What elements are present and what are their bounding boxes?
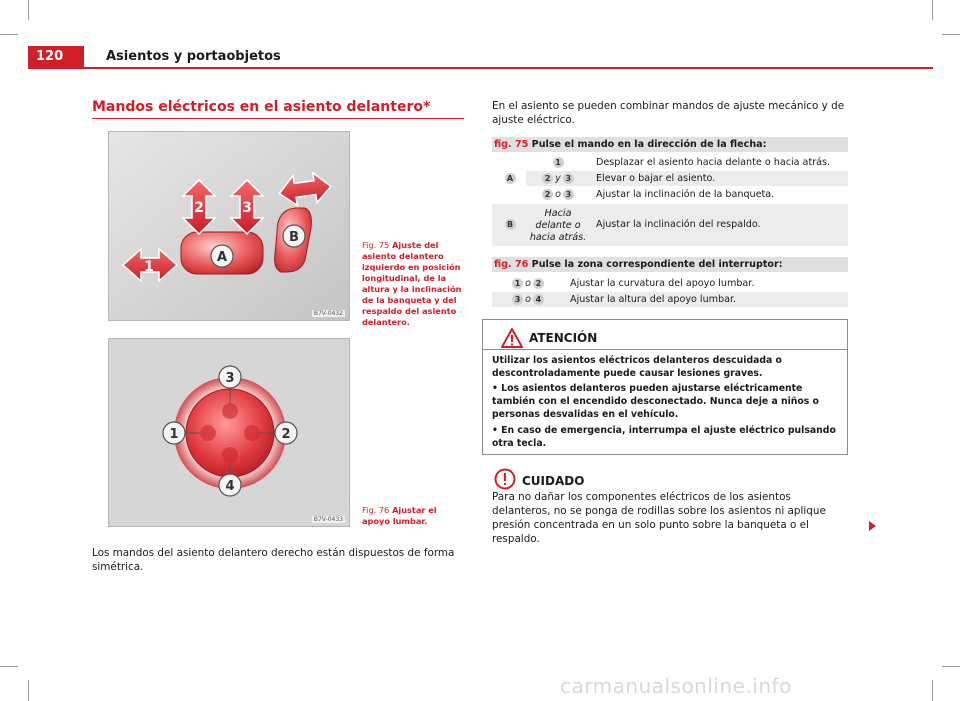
row-text: Desplazar el asiento hacia delante o hacia atrás. [596, 157, 831, 168]
row-text: Elevar o bajar el asiento. [596, 173, 716, 184]
key-icon: 3 [512, 294, 523, 305]
key-icon: 2 [542, 189, 553, 200]
svg-text:4: 4 [225, 479, 235, 494]
caution-title: CUIDADO [522, 474, 585, 488]
warning-box [482, 319, 848, 455]
figure-code: B7V-0433 [313, 516, 343, 523]
figure-reference: fig. 75 [494, 139, 529, 150]
warning-rule [483, 349, 847, 350]
crop-mark [28, 0, 29, 20]
callout-1 [163, 422, 185, 444]
row-text: Ajustar la inclinación de la banqueta. [596, 189, 775, 200]
warning-title: ATENCIÓN [529, 331, 598, 345]
crop-mark [0, 34, 18, 35]
arrow-label-2: 2 [194, 200, 204, 216]
row-text: Ajustar la altura del apoyo lumbar. [570, 294, 737, 305]
lumbar-switch-illustration [109, 339, 350, 527]
key-icon: 1 [553, 157, 564, 168]
crop-mark [932, 680, 933, 701]
warning-triangle-icon [501, 328, 523, 348]
page-number: 120 [28, 46, 84, 68]
svg-text:1: 1 [169, 427, 179, 442]
table-76-header-text: Pulse la zona correspondiente del interruptor: [531, 259, 783, 270]
row-text: Ajustar la inclinación del respaldo. [596, 219, 761, 230]
figure-76-caption-text: Ajustar el apoyo lumbar. [362, 505, 437, 526]
svg-text:3: 3 [225, 371, 235, 386]
table-75-header [492, 137, 848, 152]
crop-mark [942, 666, 960, 667]
key-icon: 4 [533, 294, 544, 305]
key-icon: 1 [512, 278, 523, 289]
figure-76-label: Fig. 76 [362, 505, 390, 515]
chapter-title: Asientos y portaobjetos [106, 49, 281, 64]
figure-reference: fig. 76 [494, 259, 529, 270]
key-icon: 3 [563, 173, 574, 184]
key-icon: 3 [563, 189, 574, 200]
table-row: 3 o 4 Ajustar la altura del apoyo lumbar. [492, 292, 848, 307]
crop-mark [28, 680, 29, 701]
figure-75-caption-text: Ajuste del asiento delantero izquierdo en posición longitudinal, de la altura y la inclinación de la banqueta y del respaldo del asiento delantero. [362, 240, 462, 327]
body-paragraph: Los mandos del asiento delantero derecho están dispuestos de forma simétrica. [92, 547, 455, 573]
row-b-key: Hacia delante o hacia atrás. [529, 208, 587, 243]
warning-bullet: • Los asientos delanteros pueden ajustarse eléctricamente también con el encendido desconectado. Nunca deje a niños o personas desvalidas en el vehículo. [492, 383, 819, 420]
table-row [526, 155, 848, 170]
warning-paragraph: Utilizar los asientos eléctricos delanteros descuidada o descontroladamente puede causar lesiones graves. [492, 355, 782, 379]
arrow-label-1: 1 [144, 259, 154, 275]
key-icon: 2 [542, 173, 553, 184]
figure-75-caption [362, 240, 464, 328]
seat-controls-illustration [109, 132, 350, 321]
label-a: A [216, 250, 228, 265]
button-a [181, 232, 263, 274]
table-row [492, 204, 848, 246]
caution-icon [494, 468, 516, 490]
table-row: 2 y 3 Elevar o bajar el asiento. [526, 171, 848, 186]
key-b-icon: B [505, 219, 516, 230]
callout-4 [219, 474, 241, 496]
table-row: 2 o 3 Ajustar la inclinación de la banqueta. [526, 187, 848, 202]
watermark: carmanualsonline.info [560, 674, 792, 698]
callout-2 [275, 422, 297, 444]
figure-76-caption [362, 505, 464, 527]
table-75-header-text: Pulse el mando en la dirección de la flecha: [531, 139, 767, 150]
continue-arrow-icon [869, 521, 876, 531]
label-b: B [289, 230, 299, 245]
header-rule [28, 67, 933, 69]
key-a-icon: A [505, 173, 516, 184]
warning-bullet: • En caso de emergencia, interrumpa el ajuste eléctrico pulsando otra tecla. [492, 425, 836, 449]
section-rule [92, 118, 464, 119]
section-title: Mandos eléctricos en el asiento delantero* [92, 99, 431, 115]
intro-paragraph: En el asiento se pueden combinar mandos de ajuste mecánico y de ajuste eléctrico. [492, 100, 845, 126]
svg-text:2: 2 [281, 427, 291, 442]
table-76-header [492, 257, 848, 272]
key-icon: 2 [533, 278, 544, 289]
caution-text: Para no dañar los componentes eléctricos de los asientos delanteros, no se ponga de rodillas sobre los asientos ni aplique presión concentrada en un solo punto sobre la banqueta o el respaldo. [492, 491, 826, 545]
figure-76 [108, 338, 350, 527]
crop-mark [0, 666, 18, 667]
group-key-a [500, 171, 520, 186]
crop-mark [942, 34, 960, 35]
callout-3 [219, 366, 241, 388]
table-row: 1 o 2 Ajustar la curvatura del apoyo lumbar. [492, 276, 848, 291]
crop-mark [932, 0, 933, 20]
figure-code: B7V-0432 [313, 310, 343, 317]
row-text: Ajustar la curvatura del apoyo lumbar. [570, 278, 755, 289]
figure-75-label: Fig. 75 [362, 240, 390, 250]
arrow-label-3: 3 [242, 200, 252, 216]
figure-75 [108, 131, 350, 321]
